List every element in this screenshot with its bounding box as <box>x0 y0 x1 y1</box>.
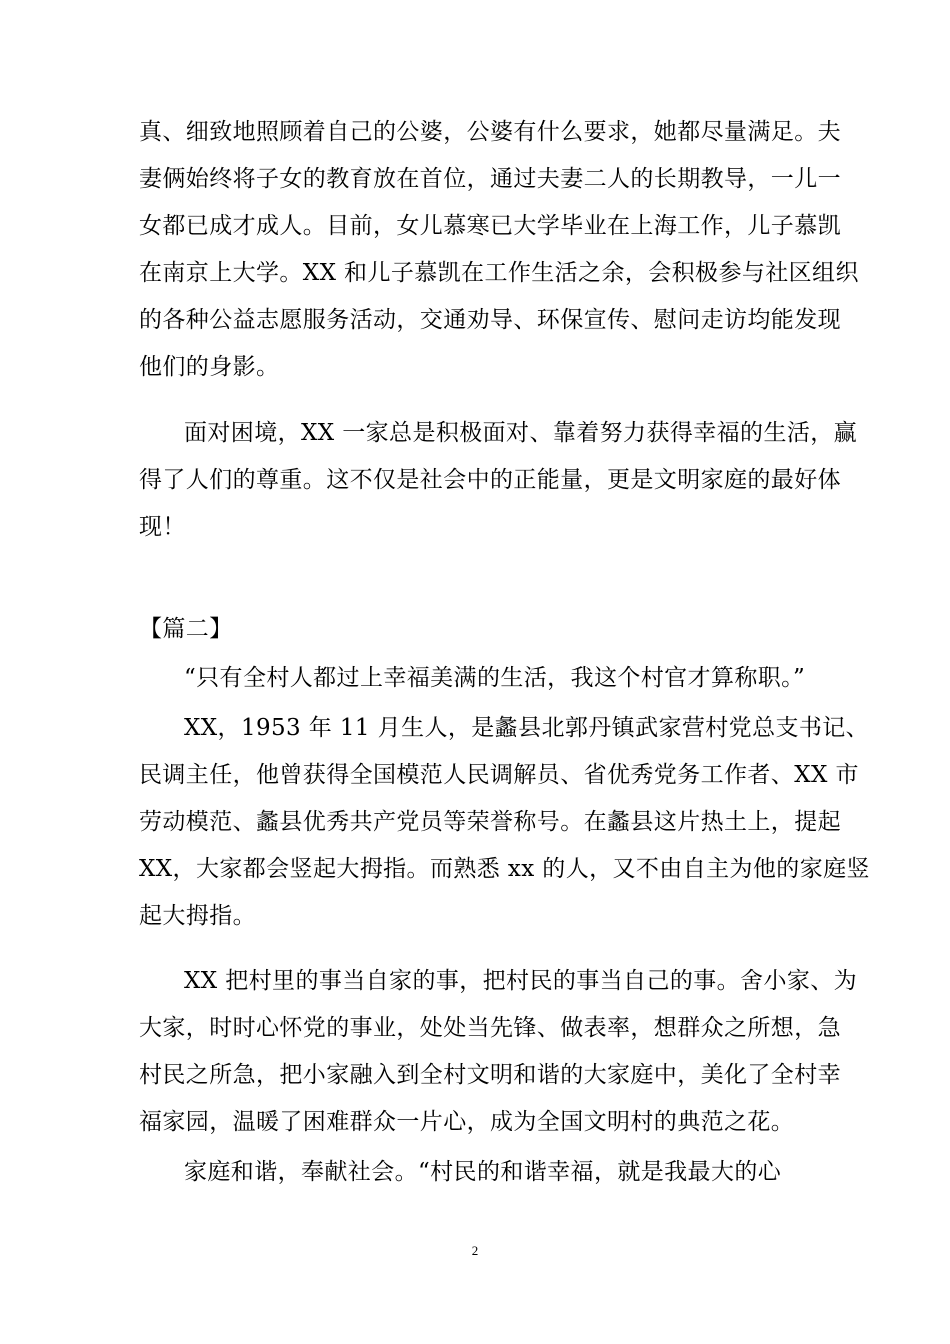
paragraph-line: 面对困境，XX 一家总是积极面对、靠着努力获得幸福的生活，赢 <box>184 420 858 446</box>
paragraph-line: 起大拇指。 <box>139 903 256 929</box>
paragraph-line: 他们的身影。 <box>139 354 280 380</box>
paragraph-line: 家庭和谐，奉献社会。“村民的和谐幸福，就是我最大的心 <box>184 1159 782 1185</box>
paragraph-line: 民调主任，他曾获得全国模范人民调解员、省优秀党务工作者、XX 市 <box>139 762 859 788</box>
paragraph-line: 劳动模范、蠡县优秀共产党员等荣誉称号。在蠡县这片热土上，提起 <box>139 809 841 835</box>
paragraph-line: 得了人们的尊重。这不仅是社会中的正能量，更是文明家庭的最好体 <box>139 467 841 493</box>
quote-line: “只有全村人都过上幸福美满的生活，我这个村官才算称职。” <box>184 665 806 691</box>
paragraph-line: 真、细致地照顾着自己的公婆，公婆有什么要求，她都尽量满足。夫 <box>139 119 841 145</box>
paragraph-line: 在南京上大学。XX 和儿子慕凯在工作生活之余，会积极参与社区组织 <box>139 260 859 286</box>
paragraph-line: XX，大家都会竖起大拇指。而熟悉 xx 的人，又不由自主为他的家庭竖 <box>139 856 870 882</box>
paragraph-line: 的各种公益志愿服务活动，交通劝导、环保宣传、慰问走访均能发现 <box>139 307 841 333</box>
paragraph-line: XX 把村里的事当自家的事，把村民的事当自己的事。舍小家、为 <box>184 968 858 994</box>
paragraph-line: 村民之所急，把小家融入到全村文明和谐的大家庭中，美化了全村幸 <box>139 1062 841 1088</box>
paragraph-line: 福家园，温暖了困难群众一片心，成为全国文明村的典范之花。 <box>139 1109 795 1135</box>
page-number: 2 <box>471 1243 479 1258</box>
paragraph-line: 现！ <box>139 514 186 540</box>
paragraph-line: XX，1953 年 11 月生人，是蠡县北郭丹镇武家营村党总支书记、 <box>184 715 870 741</box>
paragraph-line: 女都已成才成人。目前，女儿慕寒已大学毕业在上海工作，儿子慕凯 <box>139 213 841 239</box>
section-heading: 【篇二】 <box>139 616 233 642</box>
paragraph-line: 妻俩始终将子女的教育放在首位，通过夫妻二人的长期教导，一儿一 <box>139 166 841 192</box>
paragraph-line: 大家，时时心怀党的事业，处处当先锋、做表率，想群众之所想，急 <box>139 1015 841 1041</box>
